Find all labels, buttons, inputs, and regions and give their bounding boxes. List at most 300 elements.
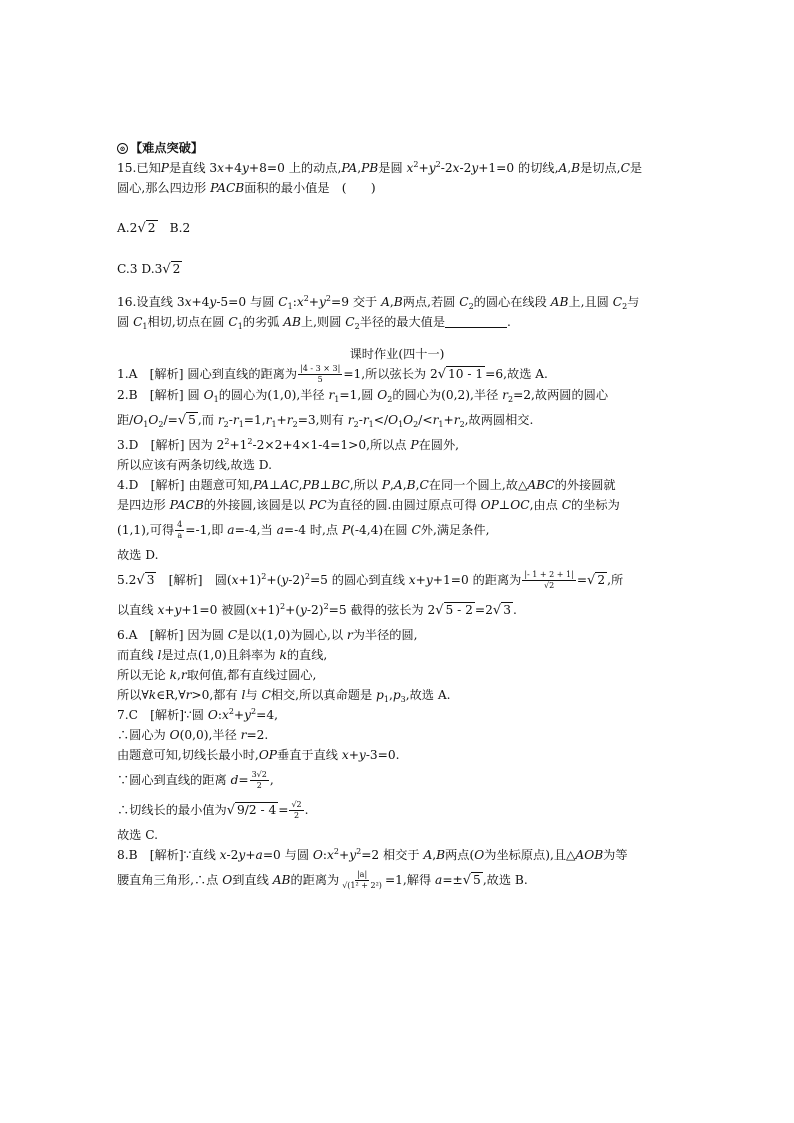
square-root <box>162 259 182 280</box>
text-run: +1=0 的切线, <box>478 161 559 175</box>
superscript: 2 <box>247 437 253 446</box>
text-run: , <box>402 478 407 492</box>
radicand: 2 <box>172 262 181 276</box>
math-var: OC <box>510 498 530 512</box>
text-run: =6,故选 A. <box>485 367 548 381</box>
text-run: 的距离为 <box>290 873 340 887</box>
text-run: +1=0 被圆( <box>181 603 251 617</box>
math-var: OP <box>258 748 278 762</box>
radicand: 3 <box>503 603 511 617</box>
text-line <box>117 312 677 332</box>
text-run: 是切点, <box>580 161 621 175</box>
text-run: 所以∀ <box>117 688 149 702</box>
superscript: 2 <box>279 602 286 611</box>
text-run: , <box>357 161 362 175</box>
text-run: ,故选 A. <box>405 688 451 702</box>
subscript: 1 <box>383 695 389 704</box>
math-var: k <box>169 668 178 682</box>
text-line <box>117 865 677 895</box>
math-var: C <box>612 295 623 309</box>
text-run: 所以无论 <box>117 668 170 682</box>
circle-dot-icon: ⊙ <box>117 143 128 154</box>
square-root <box>136 565 156 596</box>
math-var: A <box>423 848 433 862</box>
superscript: 2 <box>325 294 331 303</box>
text-run: +1) <box>238 573 262 587</box>
text-run: = <box>576 573 588 587</box>
radical-sign-icon: √ <box>437 367 447 382</box>
text-run: =2,故两圆的圆心 <box>513 388 609 402</box>
superscript: 2 <box>356 847 362 856</box>
radicand: 5 - 2 <box>445 603 473 617</box>
math-var: x <box>217 161 225 175</box>
math-var: r <box>180 668 187 682</box>
text-line <box>117 595 677 625</box>
text-run: -5=0 与圆 <box>216 295 279 309</box>
math-var: y <box>358 748 366 762</box>
text-run: 为坐标原点),且△ <box>484 848 576 862</box>
math-var: x <box>221 708 229 722</box>
math-var: p <box>376 688 384 702</box>
text-run: = <box>278 803 289 817</box>
fraction-numerator: |4 - 3 × 3| <box>300 364 341 373</box>
math-var: C <box>133 315 143 329</box>
math-var: ABC <box>527 478 555 492</box>
math-var: PA <box>253 478 270 492</box>
radical-sign-icon: √ <box>136 573 145 588</box>
text-run: (-4,4)在圆 <box>350 523 412 537</box>
text-run: 是 <box>629 161 643 175</box>
math-var: B <box>436 848 446 862</box>
section-heading-text: 【难点突破】 <box>130 141 204 155</box>
text-run: +( <box>285 603 301 617</box>
math-var: PACB <box>169 498 204 512</box>
text-run: , <box>567 161 572 175</box>
text-run: = <box>238 773 249 787</box>
math-var: C <box>228 315 238 329</box>
radical-sign-icon: √ <box>587 573 596 588</box>
text-run: 的外接圆就 <box>554 478 616 492</box>
text-run: =-1,即 <box>185 523 228 537</box>
text-run: : <box>217 708 222 722</box>
text-run: , <box>390 478 394 492</box>
math-var: P <box>341 523 351 537</box>
text-run: . <box>304 803 309 817</box>
subscript: 2 <box>468 302 474 311</box>
text-run: 到直线 <box>232 873 273 887</box>
subscript: 1 <box>398 420 404 429</box>
text-run: 5.2 <box>117 573 137 587</box>
radical-sign-icon: √ <box>177 413 187 428</box>
text-run: 腰直角三角形,∴点 <box>117 873 223 887</box>
text-run: =2. <box>246 728 269 742</box>
math-var: l <box>241 688 246 702</box>
text-run: +1=0 的距离为 <box>432 573 522 587</box>
text-run: -2 <box>459 161 472 175</box>
text-run: (1,1),可得 <box>117 523 175 537</box>
math-var: P <box>160 161 169 175</box>
text-line <box>117 685 677 705</box>
fraction-numerator: |- 1 + 2 + 1| <box>524 570 574 579</box>
text-run: 为直径的圆.由圆过原点可得 <box>326 498 481 512</box>
math-var: y <box>281 573 289 587</box>
math-var: C <box>419 478 429 492</box>
text-run: /= <box>163 413 178 427</box>
subscript: 2 <box>622 302 628 311</box>
text-run: =3,则有 <box>297 413 348 427</box>
text-line <box>117 218 677 239</box>
text-run: : <box>322 848 328 862</box>
text-run: ,由点 <box>529 498 562 512</box>
text-run: 为半径的圆, <box>352 628 418 642</box>
text-run: + <box>443 413 454 427</box>
fraction-numerator: 4 <box>177 520 183 529</box>
square-root <box>227 795 279 826</box>
math-var: r <box>347 413 354 427</box>
subscript: 2 <box>459 420 465 429</box>
math-var: PA <box>341 161 358 175</box>
text-run: (0,0),半径 <box>179 728 241 742</box>
subscript: 1 <box>368 420 374 429</box>
math-var: r <box>232 413 239 427</box>
superscript: 2 <box>435 160 441 169</box>
radicand: 3 <box>146 573 155 587</box>
text-run: + <box>418 161 429 175</box>
document-body <box>117 138 677 895</box>
subscript: 1 <box>438 420 444 429</box>
text-run: =4, <box>256 708 278 722</box>
text-line <box>117 625 677 645</box>
text-line <box>117 545 677 565</box>
math-var: r <box>453 413 460 427</box>
math-var: O <box>403 413 414 427</box>
superscript: 2 <box>333 847 339 856</box>
text-line <box>117 198 677 218</box>
text-run: ⊥ <box>319 478 332 492</box>
radicand: 2 <box>147 221 156 235</box>
text-run: ,所 <box>607 573 624 587</box>
superscript: 2 <box>224 437 230 446</box>
math-var: y <box>471 161 479 175</box>
superscript: 2 <box>261 572 267 581</box>
subscript: 2 <box>413 420 419 429</box>
text-run: 取何值,都有直线过圆心, <box>186 668 317 682</box>
fraction-numerator: |a| <box>356 870 368 879</box>
text-run: 上,则圆 <box>300 315 346 329</box>
text-run: 半径的最大值是 <box>359 315 446 329</box>
math-var: r <box>286 413 293 427</box>
math-var: AB <box>550 295 569 309</box>
math-var: a <box>276 523 284 537</box>
square-root <box>178 405 198 436</box>
text-run: >0,都有 <box>191 688 242 702</box>
math-var: y <box>209 295 217 309</box>
math-var: C <box>261 688 271 702</box>
text-run: 上,且圆 <box>568 295 613 309</box>
radicand: 10 - 1 <box>448 367 484 381</box>
text-line <box>117 795 677 825</box>
text-line <box>117 292 677 312</box>
fraction <box>175 520 184 541</box>
text-run: C.3 D.3 <box>117 262 163 276</box>
text-run: 两点( <box>445 848 475 862</box>
text-line <box>117 158 677 178</box>
text-run: 两点,若圆 <box>402 295 460 309</box>
square-root <box>493 595 513 626</box>
math-var: BC <box>331 478 350 492</box>
fraction-denominator: 2 <box>294 811 300 820</box>
text-run: ⊥ <box>498 498 511 512</box>
math-var: x <box>406 161 414 175</box>
superscript: 2 <box>323 602 329 611</box>
math-var: r <box>432 413 439 427</box>
text-run: 与 <box>627 295 640 309</box>
text-run: 以直线 <box>117 603 158 617</box>
radical-sign-icon: √ <box>462 873 472 888</box>
text-line <box>117 455 677 475</box>
math-var: r <box>362 413 369 427</box>
text-line <box>117 725 677 745</box>
math-var: B <box>406 478 416 492</box>
math-var: a <box>227 523 235 537</box>
text-run: ∵圆心到直线的距离 <box>117 773 231 787</box>
fraction-denominator: 5 <box>317 375 323 384</box>
radicand: 9/2 - 4 <box>236 803 277 817</box>
text-run: =1,解得 <box>384 873 436 887</box>
text-line <box>117 385 677 405</box>
text-run: 垂直于直线 <box>277 748 342 762</box>
subscript: 2 <box>292 420 298 429</box>
text-line <box>117 645 677 665</box>
text-run: + <box>245 848 256 862</box>
text-line <box>117 344 677 364</box>
math-var: a <box>435 873 443 887</box>
math-var: A <box>558 161 568 175</box>
subscript: 1 <box>238 420 244 429</box>
section-heading <box>117 138 677 158</box>
math-var: C <box>620 161 630 175</box>
text-line <box>117 765 677 795</box>
fraction-numerator: 3√2 <box>251 770 267 779</box>
math-var: C <box>561 498 572 512</box>
radical-sign-icon: √ <box>226 803 235 818</box>
subscript: 1 <box>143 420 149 429</box>
subscript: 2 <box>158 420 164 429</box>
text-run: + <box>308 295 319 309</box>
math-var: P <box>410 438 419 452</box>
text-run: 在圆外, <box>418 438 460 452</box>
text-run: . <box>507 315 511 329</box>
math-var: A <box>381 295 390 309</box>
text-run: ,而 <box>197 413 218 427</box>
math-var: l <box>157 648 162 662</box>
text-run: + <box>164 603 175 617</box>
superscript: 2 <box>228 707 234 716</box>
text-run: + <box>276 413 287 427</box>
fraction <box>298 364 342 385</box>
text-run: 的劣弧 <box>242 315 284 329</box>
math-var: O <box>222 873 233 887</box>
text-run: ⊥ <box>269 478 281 492</box>
subscript: 3 <box>400 695 406 704</box>
math-var: x <box>341 748 349 762</box>
subscript: 1 <box>287 302 293 311</box>
text-run: -2 <box>440 161 453 175</box>
math-var: AB <box>283 315 301 329</box>
text-run: =± <box>442 873 463 887</box>
text-run: -3=0. <box>365 748 400 762</box>
text-run: +4 <box>224 161 243 175</box>
text-run: , <box>432 848 437 862</box>
math-var: r <box>328 388 335 402</box>
square-root <box>438 364 485 385</box>
text-run: +8=0 上的动点, <box>248 161 342 175</box>
math-var: x <box>296 295 304 309</box>
text-run: 为等 <box>603 848 628 862</box>
math-var: O <box>207 708 218 722</box>
text-run: 的圆心在线段 <box>473 295 551 309</box>
text-run: 与 <box>245 688 262 702</box>
text-run: , <box>177 668 181 682</box>
fraction <box>522 570 575 591</box>
text-line <box>117 405 677 435</box>
text-run: - <box>228 413 233 427</box>
text-run: +( <box>266 573 282 587</box>
text-run: +1 <box>229 438 248 452</box>
text-run: ,故两圆相交. <box>464 413 534 427</box>
text-run: =-4 时,点 <box>283 523 342 537</box>
text-run: 4.D [解析] 由题意可知, <box>117 478 254 492</box>
math-var: O <box>377 388 388 402</box>
text-run: -2) <box>288 573 305 587</box>
math-var: y <box>349 848 357 862</box>
fraction-denominator: √2 <box>543 581 555 590</box>
text-run: 16.设直线 3 <box>117 295 185 309</box>
text-run: =5 的圆心到直线 <box>309 573 409 587</box>
text-line <box>117 435 677 455</box>
text-line <box>117 239 677 259</box>
text-run: =2 相交于 <box>361 848 424 862</box>
math-var: C <box>411 523 421 537</box>
subscript: 2 <box>223 420 229 429</box>
text-run: 圆心,那么四边形 <box>117 181 211 195</box>
text-run: , <box>298 478 303 492</box>
text-run: -2) <box>306 603 324 617</box>
math-var: x <box>327 848 334 862</box>
text-run: : <box>292 295 297 309</box>
fraction-numerator: √2 <box>291 800 302 809</box>
superscript: 2 <box>304 572 310 581</box>
fraction-denominator: √(1² + 2²) <box>342 881 382 890</box>
math-var: d <box>230 773 239 787</box>
text-line <box>117 845 677 865</box>
text-run: ∴切线长的最小值为 <box>117 803 227 817</box>
math-var: O <box>203 388 214 402</box>
text-run: , <box>415 478 420 492</box>
radical-sign-icon: √ <box>492 603 502 618</box>
text-run: =1,圆 <box>339 388 378 402</box>
text-line <box>117 565 677 595</box>
text-run: 15.已知 <box>117 161 161 175</box>
radical-sign-icon: √ <box>162 262 171 277</box>
text-run: , <box>389 295 394 309</box>
math-var: C <box>459 295 469 309</box>
math-var: y <box>244 708 252 722</box>
text-line <box>117 332 677 344</box>
math-var: PB <box>361 161 379 175</box>
text-run: + <box>415 573 426 587</box>
text-run: =-4,当 <box>234 523 277 537</box>
radicand: 5 <box>473 873 481 887</box>
math-var: x <box>408 573 416 587</box>
text-line <box>117 825 677 845</box>
fraction <box>340 870 384 891</box>
math-var: OP <box>480 498 499 512</box>
subscript: 1 <box>271 420 277 429</box>
text-run: ∴圆心为 <box>117 728 170 742</box>
math-var: B <box>393 295 403 309</box>
text-line <box>117 178 677 198</box>
text-run: B.2 <box>157 221 191 235</box>
radical-sign-icon: √ <box>137 221 146 236</box>
math-var: y <box>300 603 307 617</box>
text-line <box>117 364 677 385</box>
math-var: A <box>393 478 403 492</box>
math-var: B <box>571 161 581 175</box>
math-var: AOB <box>575 848 604 862</box>
math-var: y <box>174 603 182 617</box>
text-run: 在同一个圆上,故△ <box>428 478 528 492</box>
math-var: C <box>345 315 355 329</box>
math-var: y <box>242 161 249 175</box>
text-run: =2 <box>474 603 493 617</box>
text-run: =1,所以弦长为 2 <box>343 367 438 381</box>
square-root <box>463 865 483 896</box>
text-run: </ <box>373 413 389 427</box>
text-line <box>117 515 677 545</box>
superscript: 2 <box>303 294 309 303</box>
radicand: 2 <box>597 573 606 587</box>
text-run: 是圆 <box>378 161 407 175</box>
text-run: 3.D [解析] 因为 2 <box>117 438 225 452</box>
subscript: 2 <box>353 420 359 429</box>
math-var: PC <box>309 498 327 512</box>
text-run: 相切,切点在圆 <box>147 315 229 329</box>
math-var: O <box>474 848 485 862</box>
text-run: ∈R,∀ <box>156 688 186 702</box>
math-var: O <box>148 413 159 427</box>
text-run: +1) <box>257 603 280 617</box>
subscript: 2 <box>507 395 514 404</box>
text-run: 故选 C. <box>117 828 159 842</box>
math-var: y <box>238 848 246 862</box>
text-line <box>117 745 677 765</box>
math-var: a <box>255 848 263 862</box>
text-run: 的外接圆,该圆是以 <box>203 498 310 512</box>
text-run: - <box>358 413 363 427</box>
math-var: k <box>279 648 287 662</box>
math-var: r <box>502 388 508 402</box>
math-var: PACB <box>210 181 245 195</box>
text-run: [解析] 圆( <box>156 573 232 587</box>
text-run: 而直线 <box>117 648 158 662</box>
math-var: x <box>157 603 165 617</box>
math-var: y <box>425 573 433 587</box>
subscript: 1 <box>213 395 219 404</box>
math-var: p <box>392 688 401 702</box>
math-var: AC <box>280 478 299 492</box>
math-var: r <box>185 688 192 702</box>
